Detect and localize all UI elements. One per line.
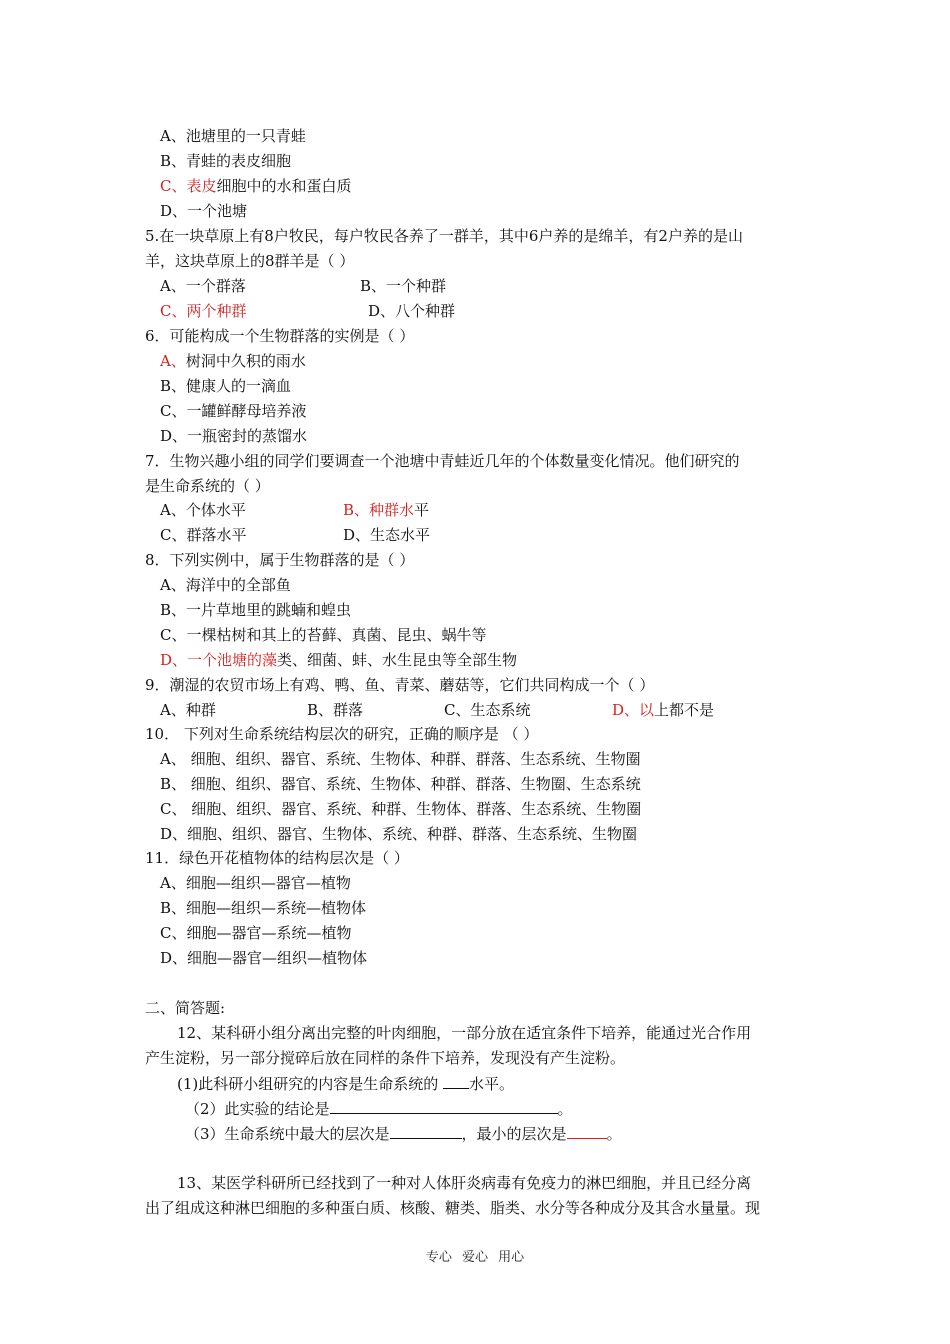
q13-line2: 出了组成这种淋巴细胞的多种蛋白质、核酸、糖类、脂类、水分等各种成分及其含水量量。现 <box>145 1199 761 1217</box>
q7-option-b-highlight: B、种群水 <box>343 501 415 519</box>
q6-option-b: B、健康人的一滴血 <box>160 377 292 395</box>
q6-stem: 6．可能构成一个生物群落的实例是（ ） <box>145 327 415 345</box>
q7-stem-line1: 7．生物兴趣小组的同学们要调查一个池塘中青蛙近几年的个体数量变化情况。他们研究的 <box>145 452 740 470</box>
q11-option-c: C、细胞—器官—系统—植物 <box>160 924 352 942</box>
q12-sub3-middle: ，最小的层次是 <box>461 1125 567 1143</box>
q4-option-c-text: 细胞中的水和蛋白质 <box>216 177 352 195</box>
q9-option-a: A、种群 <box>160 701 216 719</box>
section-title: 二、简答题: <box>145 999 226 1017</box>
page-footer: 专心 爱心 用心 <box>425 1250 525 1265</box>
q7-option-b <box>343 500 429 520</box>
q6-option-a-highlight: A、 <box>160 352 186 370</box>
q9-option-c: C、生态系统 <box>444 701 531 719</box>
q12-sub1-suffix: 水平。 <box>469 1075 515 1093</box>
q12-sub2 <box>185 1098 855 1118</box>
q5-options-row1 <box>160 276 830 296</box>
q12-sub3-blank-smallest[interactable] <box>567 1123 607 1139</box>
q9-option-d-text: 上都不是 <box>654 701 715 719</box>
q10-option-a: A、 细胞、组织、器官、系统、生物体、种群、群落、生态系统、生物圈 <box>160 750 641 768</box>
q5-stem-line2: 羊，这块草原上的8群羊是（ ） <box>145 252 355 270</box>
q5-option-b: B、一个种群 <box>360 277 447 295</box>
q12-sub2-blank[interactable] <box>330 1098 558 1114</box>
q11-stem: 11．绿色开花植物体的结构层次是（ ） <box>145 849 409 867</box>
q7-stem-line2: 是生命系统的（ ） <box>145 477 270 495</box>
q9-option-d <box>612 700 714 720</box>
q12-sub3-blank-largest[interactable] <box>390 1123 462 1139</box>
q12-sub1-text: (1)此科研小组研究的内容是生命系统的 <box>177 1075 444 1093</box>
q6-option-c: C、一罐鲜酵母培养液 <box>160 402 307 420</box>
q5-option-a: A、一个群落 <box>160 277 246 295</box>
q4-option-d: D、一个池塘 <box>160 202 248 220</box>
q6-option-d: D、一瓶密封的蒸馏水 <box>160 427 308 445</box>
q5-option-c: C、两个种群 <box>160 302 247 320</box>
q12-line2: 产生淀粉，另一部分搅碎后放在同样的条件下培养，发现没有产生淀粉。 <box>145 1049 626 1067</box>
q12-sub2-suffix: 。 <box>557 1100 573 1118</box>
q11-option-d: D、细胞—器官—组织—植物体 <box>160 949 368 967</box>
q10-stem: 10． 下列对生命系统结构层次的研究，正确的顺序是 （ ） <box>145 725 539 743</box>
q10-option-b: B、 细胞、组织、器官、系统、生物体、种群、群落、生物圈、生态系统 <box>160 775 641 793</box>
q5-stem-line1: 5.在一块草原上有8户牧民，每户牧民各养了一群羊，其中6户养的是绵羊，有2户养的是山 <box>145 227 743 245</box>
q7-option-b-text: 平 <box>414 501 430 519</box>
q12-sub1-blank[interactable] <box>443 1073 469 1089</box>
q4-option-a: A、池塘里的一只青蛙 <box>160 127 306 145</box>
q11-option-b: B、细胞—组织—系统—植物体 <box>160 899 367 917</box>
q12-sub3-text: （3）生命系统中最大的层次是 <box>185 1125 390 1143</box>
q12-sub3-suffix: 。 <box>606 1125 622 1143</box>
q7-options-row2 <box>160 525 830 545</box>
q7-option-a: A、个体水平 <box>160 501 246 519</box>
q8-option-d-highlight: D、一个池塘的藻 <box>160 651 278 669</box>
q7-option-d: D、生态水平 <box>343 526 431 544</box>
q13-line1: 13、某医学科研所已经找到了一种对人体肝炎病毒有免疫力的淋巴细胞，并且已经分离 <box>177 1174 752 1192</box>
q9-option-b: B、群落 <box>307 701 364 719</box>
q6-option-a-text: 树洞中久积的雨水 <box>185 352 306 370</box>
q5-options-row2 <box>160 301 830 321</box>
q7-options-row1 <box>160 500 830 520</box>
q9-option-d-highlight: D、以 <box>612 701 655 719</box>
q5-option-d: D、八个种群 <box>368 302 456 320</box>
q4-option-b: B、青蛙的表皮细胞 <box>160 152 292 170</box>
q4-option-c-highlight: C、表皮 <box>160 177 217 195</box>
q6-option-a <box>160 351 830 371</box>
q10-option-c: C、 细胞、组织、器官、系统、种群、生物体、群落、生态系统、生物圈 <box>160 800 642 818</box>
q8-option-a: A、海洋中的全部鱼 <box>160 576 291 594</box>
q8-option-c: C、一棵枯树和其上的苔藓、真菌、昆虫、蜗牛等 <box>160 626 487 644</box>
q12-sub1 <box>177 1073 847 1093</box>
q12-line1: 12、某科研小组分离出完整的叶肉细胞，一部分放在适宜条件下培养，能通过光合作用 <box>177 1024 752 1042</box>
q12-sub2-text: （2）此实验的结论是 <box>185 1100 330 1118</box>
q11-option-a: A、细胞—组织—器官—植物 <box>160 874 351 892</box>
q9-options-row <box>160 700 830 720</box>
q7-option-c: C、群落水平 <box>160 526 247 544</box>
q9-stem: 9．潮湿的农贸市场上有鸡、鸭、鱼、青菜、蘑菇等，它们共同构成一个（ ） <box>145 676 655 694</box>
q8-option-d-text: 类、细菌、蚌、水生昆虫等全部生物 <box>277 651 518 669</box>
q12-sub3 <box>185 1123 855 1143</box>
q10-option-d: D、细胞、组织、器官、生物体、系统、种群、群落、生态系统、生物圈 <box>160 825 638 843</box>
q8-option-d <box>160 650 830 670</box>
q8-stem: 8．下列实例中，属于生物群落的是（ ） <box>145 551 415 569</box>
q8-option-b: B、一片草地里的跳蝻和蝗虫 <box>160 601 352 619</box>
q4-option-c <box>160 176 830 196</box>
